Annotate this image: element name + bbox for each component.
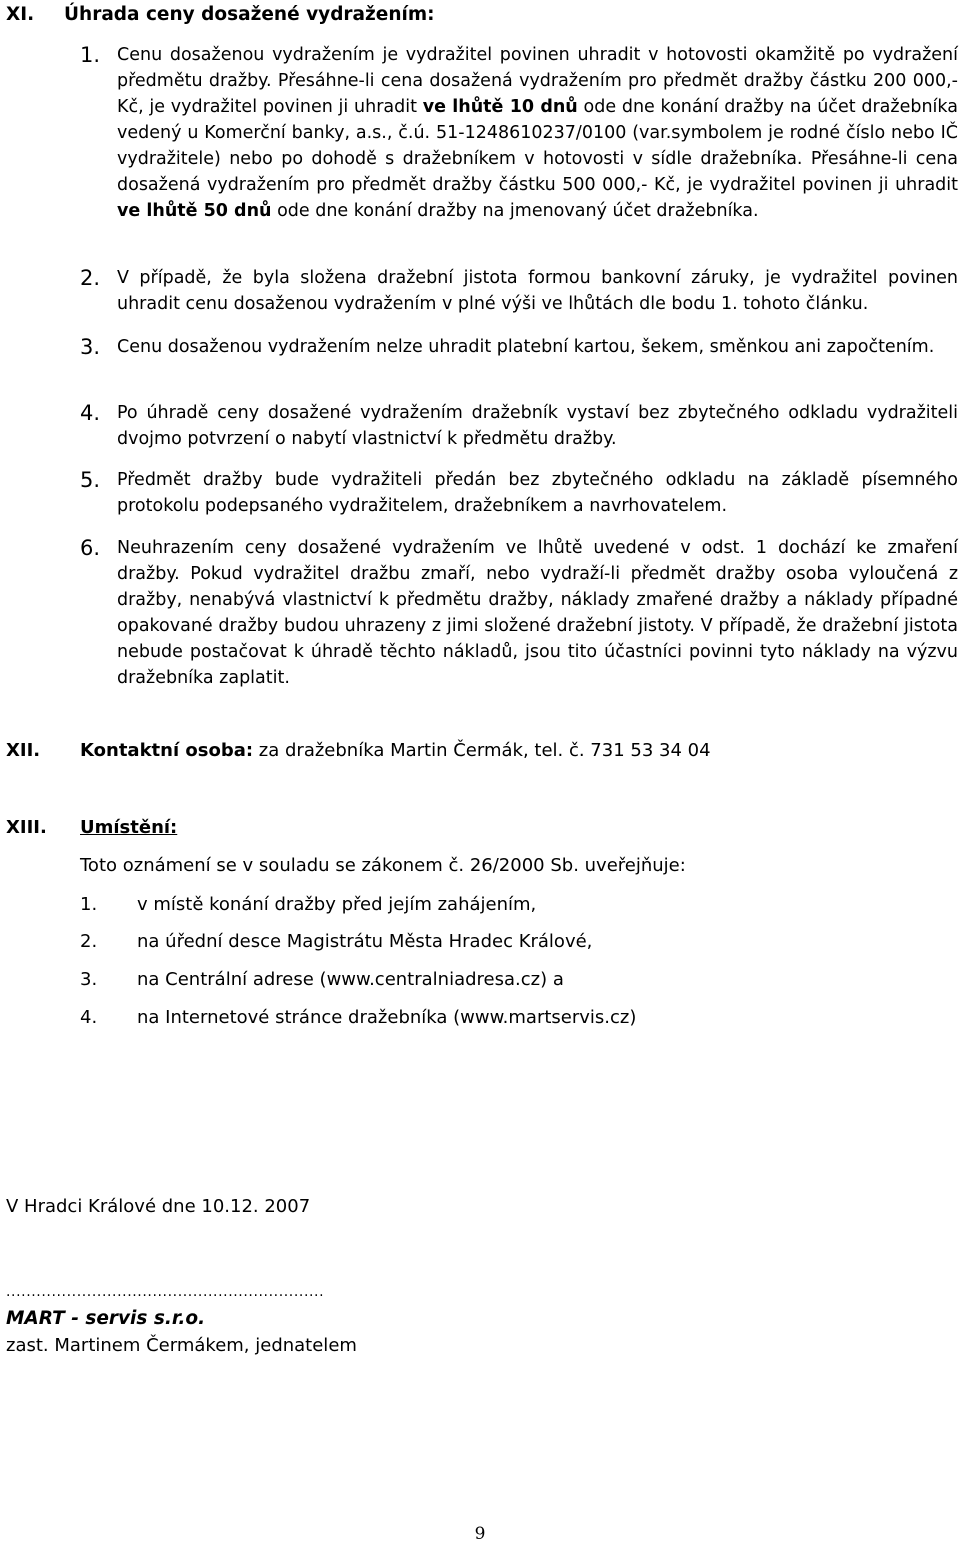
signature-line: ............................................................... [6, 1284, 325, 1300]
item-number: 3. [80, 335, 101, 359]
deadline-bold: ve lhůtě 50 dnů [117, 201, 272, 221]
item-text: Předmět dražby bude vydražiteli předán bez zbytečného odkladu na základě písemného protokolu podepsaného vydražitelem, dražebníkem a navrhovatelem. [117, 470, 958, 516]
list-item [80, 42, 958, 224]
list-item [80, 467, 958, 519]
item-number: 3. [80, 969, 98, 990]
item-text-part: ode dne konání dražby na účet dražebníka vedený u Komerční banky, a.s., č.ú. 51-1248610237/0100 (var.symbolem je rodné číslo nebo IČ vydražitele) nebo po dohodě s dražebníkem v hotovosti v sídle dražebníka. Přesáhne-li cena dosažená vydražením pro předmět dražby částku 500 000,- Kč, je vydražitel povinen ji uhradit [117, 97, 958, 195]
section-number: XI. [6, 4, 35, 25]
item-text: Neuhrazením ceny dosažené vydražením ve lhůtě uvedené v odst. 1 dochází ke zmaření dražby. Pokud vydražitel dražbu zmaří, nebo vydraží-li předmět dražby osoba vyloučená z dražby, nenabývá vlastnictví k předmětu dražby, náklady zmařené dražby a náklady případné opakované dražby budou uhrazeny z jimi složené dražební jistoty. V případě, že dražební jistota nebude postačovat k úhradě těchto nákladů, jsou tito účastníci povinni tyto náklady na výzvu dražebníka zaplatit. [117, 538, 958, 688]
item-number: 5. [80, 468, 101, 492]
item-text: Po úhradě ceny dosažené vydražením dražebník vystaví bez zbytečného odkladu vydražiteli dvojmo potvrzení o nabytí vlastnictví k předmětu dražby. [117, 403, 958, 449]
item-text-part: ode dne konání dražby na jmenovaný účet dražebníka. [271, 201, 759, 221]
place-and-date: V Hradci Králové dne 10.12. 2007 [6, 1196, 311, 1217]
list-item [80, 265, 958, 317]
item-text: na Internetové stránce dražebníka (www.martservis.cz) [137, 1007, 637, 1028]
item-text: na Centrální adrese (www.centralniadresa.cz) a [137, 969, 564, 990]
item-text: V případě, že byla složena dražební jistota formou bankovní záruky, je vydražitel povinen uhradit cenu dosaženou vydražením v plné výši ve lhůtách dle bodu 1. tohoto článku. [117, 268, 958, 314]
item-number: 2. [80, 266, 101, 290]
item-text: v místě konání dražby před jejím zahájením, [137, 894, 537, 915]
list-item [80, 334, 958, 360]
item-number: 4. [80, 401, 101, 425]
company-name: MART - servis s.r.o. [6, 1308, 206, 1329]
section-heading-xii [6, 740, 40, 761]
item-number: 6. [80, 536, 101, 560]
representative: zast. Martinem Čermákem, jednatelem [6, 1335, 357, 1356]
section-number: XII. [6, 740, 41, 761]
item-text: Cenu dosaženou vydražením nelze uhradit platební kartou, šekem, směnkou ani započtením. [117, 337, 935, 357]
placement-label: Umístění: [80, 817, 178, 838]
section-number: XIII. [6, 817, 47, 838]
deadline-bold: ve lhůtě 10 dnů [422, 97, 578, 117]
contact-person [80, 740, 711, 761]
page-number: 9 [474, 1524, 486, 1544]
contact-text: za dražebníka Martin Čermák, tel. č. 731 53 34 04 [253, 740, 711, 761]
contact-label: Kontaktní osoba: [80, 740, 254, 761]
item-number: 4. [80, 1007, 98, 1028]
section-heading-xiii [6, 817, 47, 838]
item-number: 2. [80, 931, 98, 952]
item-number: 1. [80, 43, 101, 67]
list-item [80, 535, 958, 691]
list-item [80, 400, 958, 452]
item-text-part: Cenu dosaženou vydražením je vydražitel povinen uhradit v hotovosti okamžitě po vydražení předmětu dražby. Přesáhne-li cena dosažená vydražením pro předmět dražby částku 200 000,- Kč, je vydražitel povinen ji uhradit [117, 45, 958, 117]
item-text: na úřední desce Magistrátu Města Hradec Králové, [137, 931, 593, 952]
item-text [117, 42, 958, 224]
item-number: 1. [80, 894, 98, 915]
section-title: Úhrada ceny dosažené vydražením: [64, 4, 435, 25]
placement-intro: Toto oznámení se v souladu se zákonem č. 26/2000 Sb. uveřejňuje: [80, 855, 686, 876]
